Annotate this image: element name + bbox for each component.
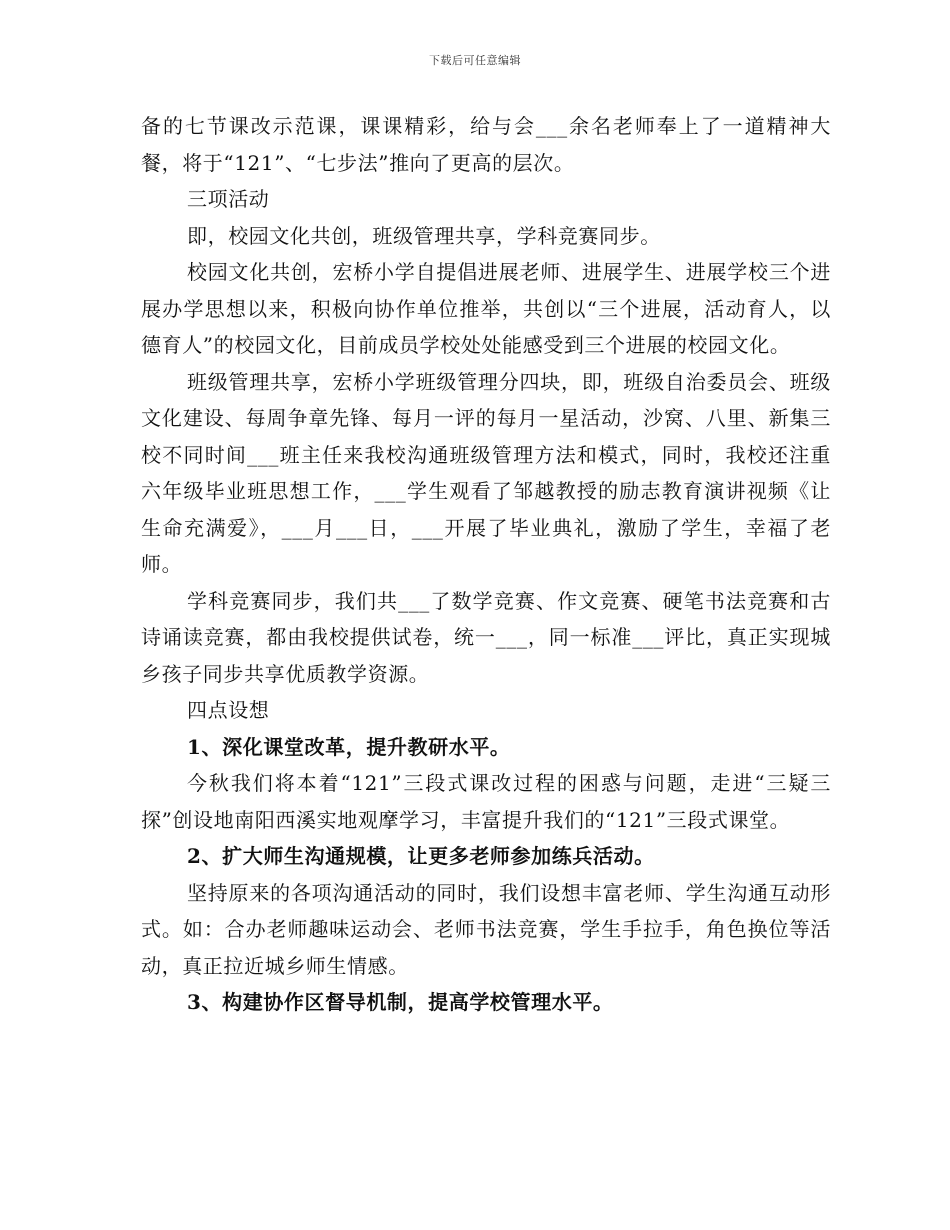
paragraph-classroom-reform: 今秋我们将本着“121”三段式课改过程的困惑与问题，走进“三疑三探”创设地南阳西溪实地观摩学习，丰富提升我们的“121”三段式课堂。: [141, 771, 831, 832]
paragraph-activities-summary: 即，校园文化共创，班级管理共享，学科竞赛同步。: [187, 223, 661, 248]
paragraph-class-management: 班级管理共享，宏桥小学班级管理分四块，即，班级自治委员会、班级文化建设、每周争章先锋、每月一评的每月一星活动，沙窝、八里、新集三校不同时间___班主任来我校沟通班级管理方法和模式，同时，我校还注重六年级毕业班思想工作，___学生观看了邹越教授的励志教育演讲视频《让生命充满爱》，___月___日，___开展了毕业典礼，激励了学生，幸福了老师。: [141, 369, 831, 576]
paragraph-campus-culture: 校园文化共创，宏桥小学自提倡进展老师、进展学生、进展学校三个进展办学思想以来，积极向协作单位推举，共创以“三个进展，活动育人，以德育人”的校园文化，目前成员学校处处能感受到三个进展的校园文化。: [141, 260, 831, 357]
document-body: [141, 108, 831, 1021]
page-header-note: 下载后可任意编辑: [429, 54, 521, 67]
paragraph-expand-exchange: 坚持原来的各项沟通活动的同时，我们设想丰富老师、学生沟通互动形式。如：合办老师趣味运动会、老师书法竞赛，学生手拉手，角色换位等活动，真正拉近城乡师生情感。: [141, 880, 831, 978]
section-heading-three-activities: 三项活动: [187, 187, 270, 211]
paragraph-subject-competition: 学科竞赛同步，我们共___了数学竞赛、作文竞赛、硬笔书法竞赛和古诗诵读竞赛，都由我校提供试卷，统一___，同一标准___评比，真正实现城乡孩子同步共享优质教学资源。: [141, 588, 831, 686]
subheading-classroom-reform: 1、深化课堂改革，提升教研水平。: [187, 734, 511, 759]
paragraph-continued-intro: 备的七节课改示范课，课课精彩，给与会___余名老师奉上了一道精神大餐，将于“121”、“七步法”推向了更高的层次。: [141, 114, 831, 175]
subheading-supervision-mechanism: 3、构建协作区督导机制，提高学校管理水平。: [187, 990, 614, 1014]
subheading-expand-exchange: 2、扩大师生沟通规模，让更多老师参加练兵活动。: [187, 844, 655, 868]
section-heading-four-ideas: 四点设想: [187, 698, 270, 722]
